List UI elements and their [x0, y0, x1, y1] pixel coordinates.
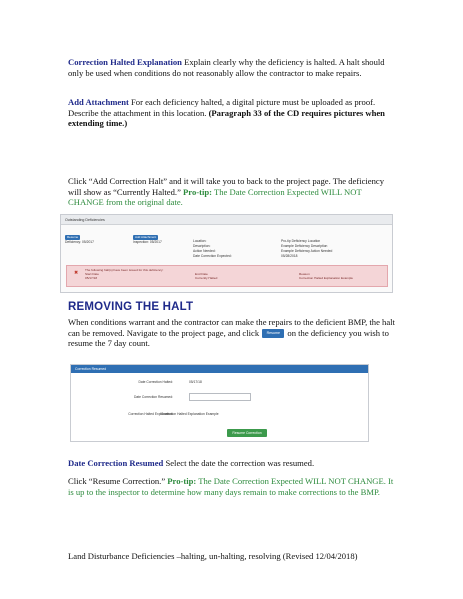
field-label-location: Location:: [193, 239, 207, 243]
paragraph-bold-note: (Paragraph 33 of the CD requires pictures when extending time.): [68, 107, 385, 129]
paragraph-add-correction-halt: [68, 176, 398, 208]
protip-text: The Date Correction Expected WILL NOT CHANGE from the original date.: [68, 186, 362, 208]
panel-title: Outstanding Deficiencies: [61, 215, 392, 225]
section-heading: REMOVING THE HALT: [68, 301, 194, 313]
paragraph-text: Explain clearly why the deficiency is halted. A halt should only be used when conditions do not reasonably allow the contractor to make repairs.: [68, 57, 385, 78]
screenshot-outstanding-deficiencies: [60, 214, 393, 293]
paragraph-resume-correction: [68, 476, 398, 497]
inspection-id: Inspection: 05/2017: [133, 240, 162, 244]
label-date-halted: Date Correction Halted:: [138, 380, 173, 384]
paragraph-text: on the deficiency you wish to resume the 7 day count.: [68, 327, 389, 349]
protip-label: Pro-tip:: [167, 476, 197, 486]
error-icon: ✖: [74, 270, 79, 276]
field-value-action: Example Deficiency Action Needed: [281, 249, 333, 253]
resume-button[interactable]: Resume: [67, 235, 79, 239]
field-value-date-expected: 05/28/2018: [281, 254, 298, 258]
value-date-halted: 05/17/18: [189, 380, 202, 384]
resume-button-inline: Resume: [262, 329, 284, 338]
paragraph-add-attachment: [68, 97, 398, 129]
paragraph-text: For each deficiency halted, a digital picture must be uploaded as proof. Describe the attachment in this location.: [68, 97, 376, 118]
add-attachment-button[interactable]: Add Attachment: [135, 235, 157, 239]
screenshot-correction-resumed: [70, 364, 369, 442]
resume-correction-button[interactable]: Resume Correction: [227, 429, 267, 437]
deficiency-id: Deficiency: 05/2017: [65, 240, 94, 244]
paragraph-text: Click “Add Correction Halt” and it will take you to back to the project page. The deficiency will show as “Currently Halted.”: [68, 176, 385, 197]
paragraph-removing-halt: [68, 317, 404, 349]
halt-notice: [66, 265, 388, 287]
field-label-description: Description:: [193, 244, 211, 248]
paragraph-text: Click “Resume Correction.”: [68, 476, 168, 486]
field-label-action: Action Needed:: [193, 249, 216, 253]
field-label-date-expected: Date Correction Expected:: [193, 254, 232, 258]
halt-col-reason: Reason: [299, 272, 310, 276]
protip-label: Pro-tip:: [183, 186, 213, 197]
page-footer: Land Disturbance Deficiencies –halting, un-halting, resolving (Revised 12/04/2018): [68, 551, 358, 561]
field-value-location: Pro-tip Deficiency Location: [281, 239, 321, 243]
label-explanation: Correction Halted Explanation:: [128, 412, 173, 416]
term-correction-halted: Correction Halted Explanation: [68, 57, 182, 67]
label-date-resumed: Date Correction Resumed:: [133, 395, 173, 399]
date-resumed-input[interactable]: [189, 393, 251, 401]
term-add-attachment: Add Attachment: [68, 97, 129, 107]
halt-notice-text: The following halt(s) have been issued for this deficiency:: [85, 268, 164, 272]
paragraph-correction-halted: [68, 57, 398, 78]
protip-text: The Date Correction Expected WILL NOT CHANGE. It is up to the inspector to determine how many days remain to make corrections to the BMP.: [68, 476, 394, 497]
halt-col-start: Start Date: [85, 272, 99, 276]
term-date-resumed: Date Correction Resumed: [68, 458, 164, 468]
panel-title: Correction Resumed: [71, 365, 368, 373]
halt-reason-value: Correction Halted Explanation Example: [299, 276, 353, 280]
halt-start-value: 05/17/18: [85, 276, 98, 280]
paragraph-date-resumed: [68, 458, 398, 469]
value-explanation: Correction Halted Explanation Example: [161, 412, 219, 416]
paragraph-text: When conditions warrant and the contractor can make the repairs to the deficient BMP, the halt can be removed. Navigate to the project page, and click: [68, 317, 395, 338]
paragraph-text: Select the date the correction was resumed.: [163, 458, 315, 468]
field-value-description: Example Deficiency Description: [281, 244, 328, 248]
halt-col-end: End Date: [195, 272, 208, 276]
halt-end-value: Currently Halted: [195, 276, 218, 280]
